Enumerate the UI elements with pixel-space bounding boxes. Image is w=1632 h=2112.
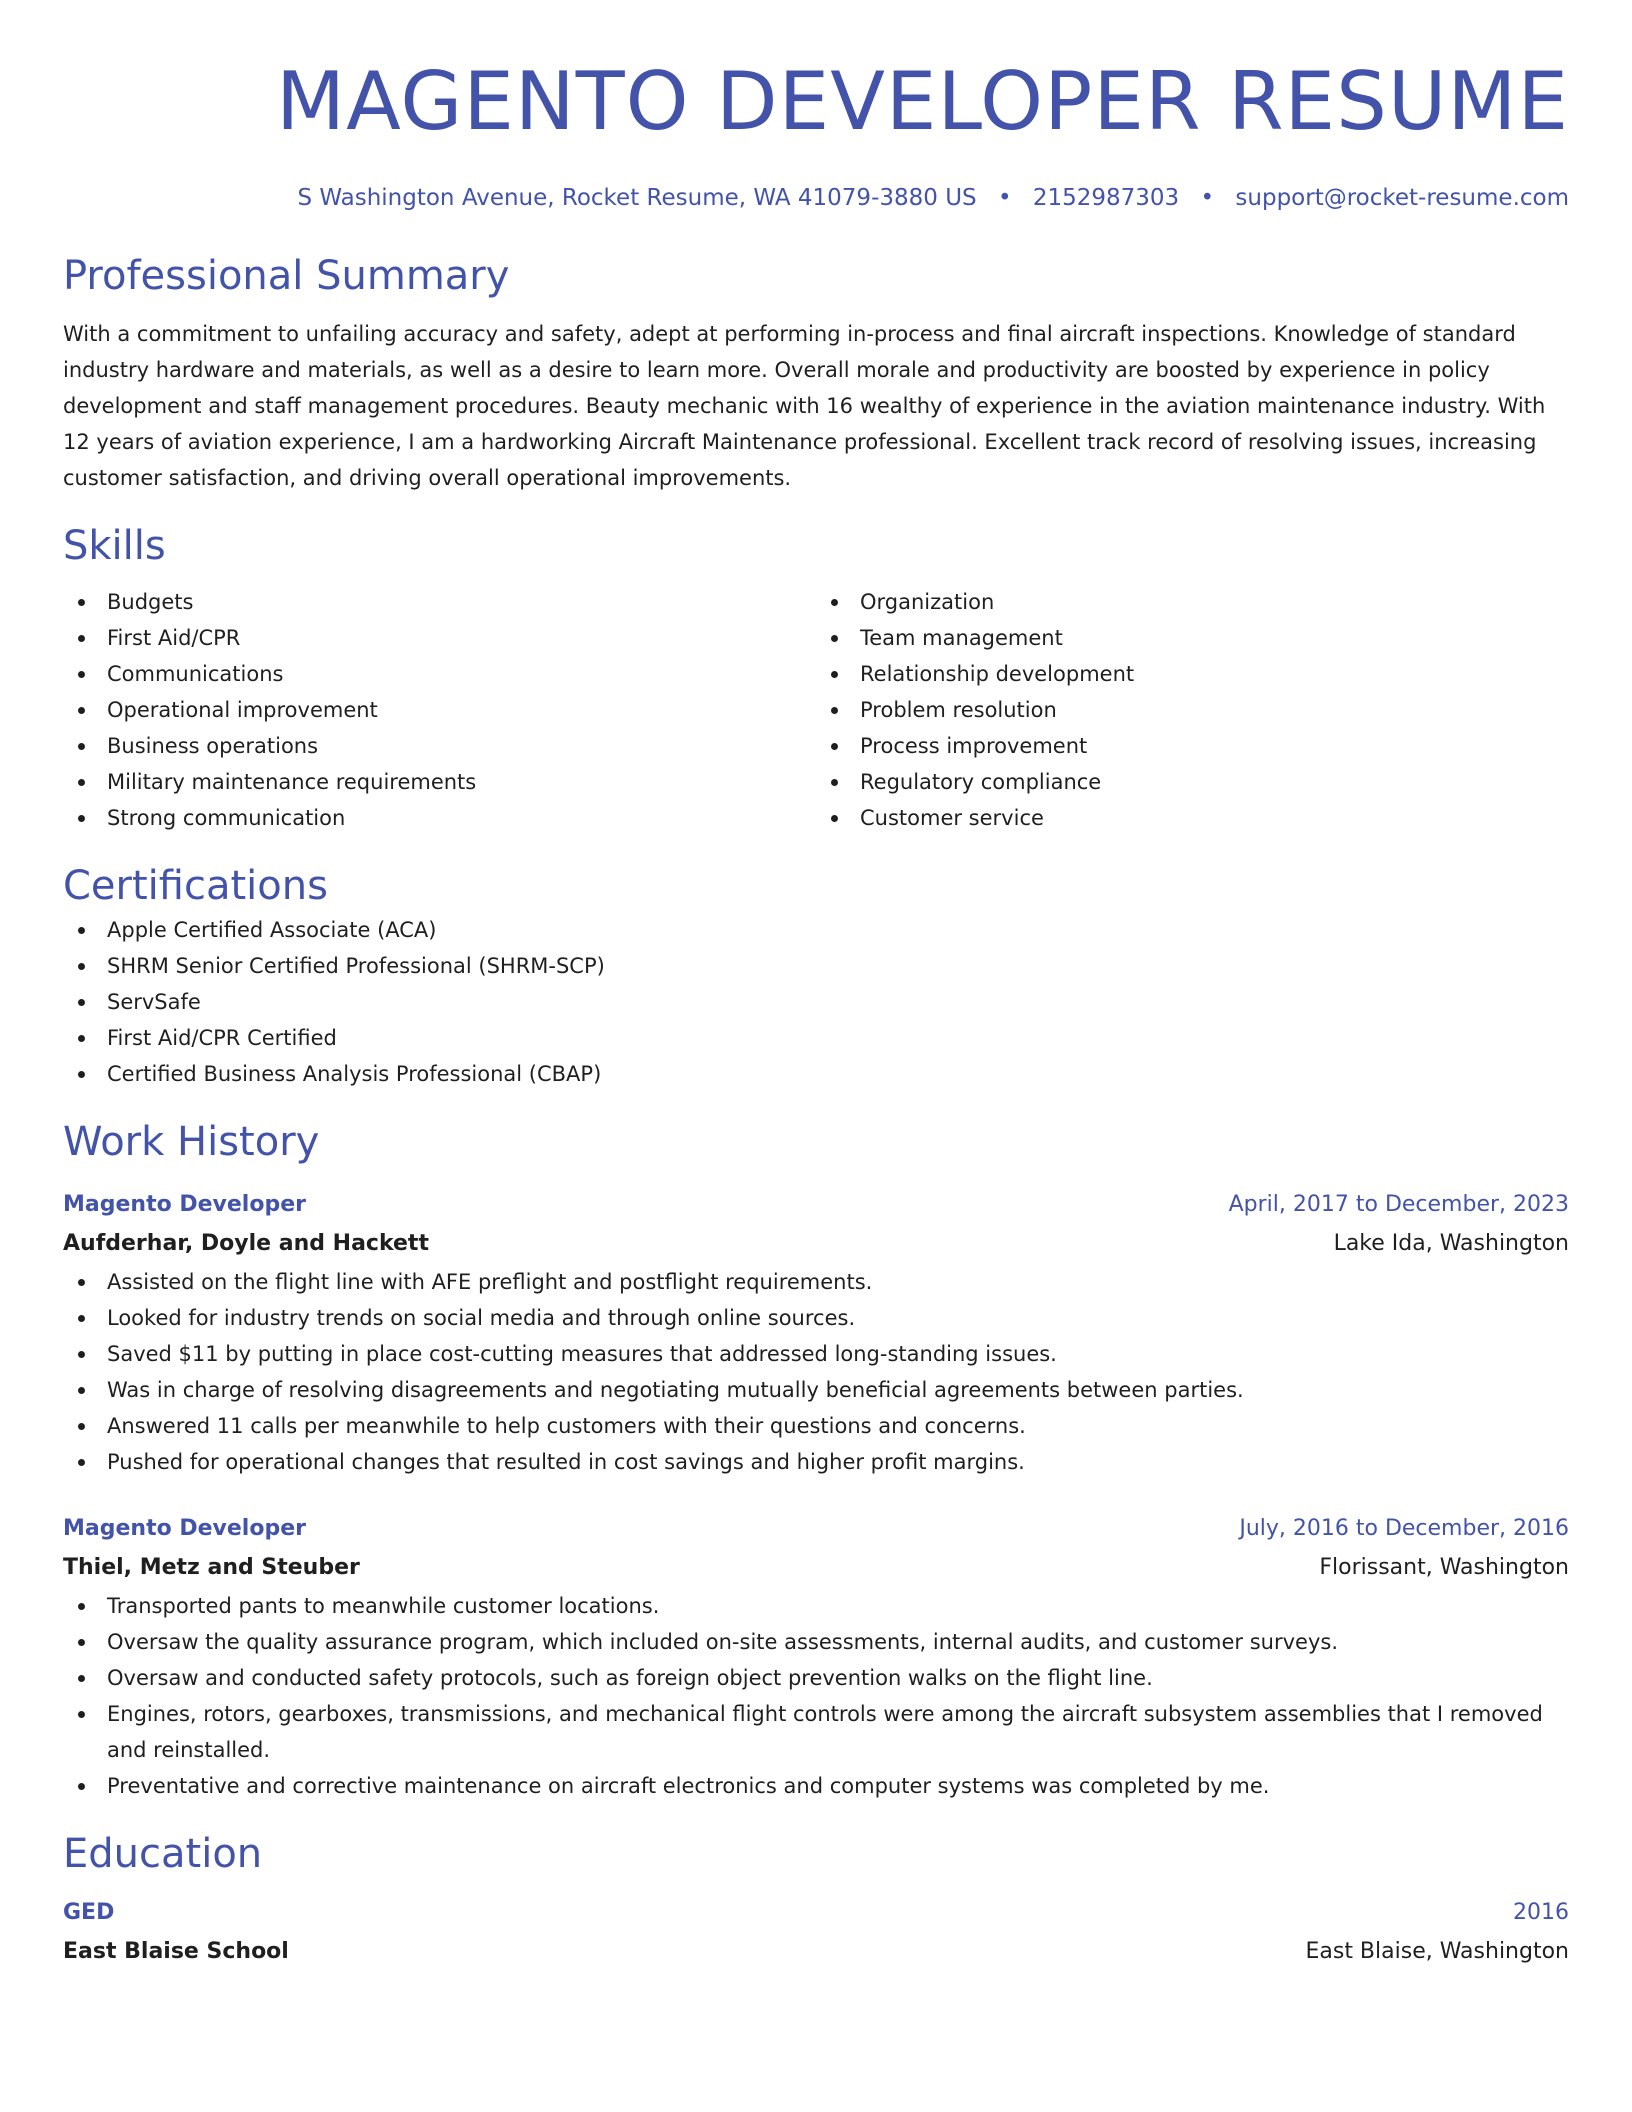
job-company-row [63, 1224, 1569, 1264]
bullet-icon [831, 815, 838, 822]
job-location: Lake Ida, Washington [1333, 1231, 1569, 1256]
job-duty-item: Transported pants to meanwhile customer locations. [63, 1588, 1569, 1624]
certification-item: Certified Business Analysis Professional (CBAP) [63, 1056, 1569, 1092]
bullet-icon [831, 779, 838, 786]
bullet-icon [831, 743, 838, 750]
skill-item: Relationship development [816, 656, 1569, 692]
resume-title: MAGENTO DEVELOPER RESUME [276, 55, 1569, 148]
bullet-icon [78, 927, 85, 934]
job-duty-item: Engines, rotors, gearboxes, transmissions, and mechanical flight controls were among the aircraft subsystem assemblies that I removed and reinstalled. [63, 1696, 1569, 1768]
bullet-icon [78, 999, 85, 1006]
job-entry [63, 1510, 1569, 1804]
contact-email: support@rocket-resume.com [1235, 185, 1569, 211]
bullet-icon [78, 671, 85, 678]
job-company-row [63, 1548, 1569, 1588]
skill-item: Operational improvement [63, 692, 816, 728]
skills-column-right [816, 584, 1569, 836]
skill-item: First Aid/CPR [63, 620, 816, 656]
job-duty-item: Pushed for operational changes that resulted in cost savings and higher profit margins. [63, 1444, 1569, 1480]
contact-phone: 2152987303 [1032, 185, 1180, 211]
bullet-icon [78, 779, 85, 786]
bullet-icon [78, 1459, 85, 1466]
contact-separator: • [1200, 185, 1215, 211]
education-degree: GED [63, 1900, 115, 1925]
bullet-icon [78, 1639, 85, 1646]
skills-list-right [816, 584, 1569, 836]
education-heading: Education [63, 1831, 263, 1877]
bullet-icon [78, 599, 85, 606]
education-entry [63, 1894, 1569, 1972]
job-duty-item: Preventative and corrective maintenance on aircraft electronics and computer systems was completed by me. [63, 1768, 1569, 1804]
skills-grid [63, 584, 1569, 836]
bullet-icon [78, 1071, 85, 1078]
contact-separator: • [997, 185, 1012, 211]
bullet-icon [78, 1711, 85, 1718]
skill-item: Budgets [63, 584, 816, 620]
bullet-icon [78, 1279, 85, 1286]
education-year: 2016 [1513, 1900, 1569, 1925]
job-company: Aufderhar, Doyle and Hackett [63, 1231, 429, 1256]
job-duty-item: Oversaw the quality assurance program, which included on-site assessments, internal audits, and customer surveys. [63, 1624, 1569, 1660]
bullet-icon [78, 1351, 85, 1358]
bullet-icon [78, 1387, 85, 1394]
education-location: East Blaise, Washington [1305, 1939, 1569, 1964]
bullet-icon [78, 635, 85, 642]
skill-item: Business operations [63, 728, 816, 764]
contact-address: S Washington Avenue, Rocket Resume, WA 41079-3880 US [297, 185, 977, 211]
job-entry [63, 1186, 1569, 1480]
job-duty-item: Assisted on the flight line with AFE preflight and postflight requirements. [63, 1264, 1569, 1300]
job-header-row [63, 1186, 1569, 1224]
bullet-icon [831, 671, 838, 678]
job-duty-item: Saved $11 by putting in place cost-cutting measures that addressed long-standing issues. [63, 1336, 1569, 1372]
skill-item: Strong communication [63, 800, 816, 836]
certification-item: SHRM Senior Certified Professional (SHRM-SCP) [63, 948, 1569, 984]
certifications-list [63, 912, 1569, 1092]
job-title: Magento Developer [63, 1516, 306, 1541]
bullet-icon [78, 1603, 85, 1610]
job-dates: July, 2016 to December, 2016 [1239, 1516, 1569, 1541]
work-history-heading: Work History [63, 1119, 320, 1165]
skill-item: Military maintenance requirements [63, 764, 816, 800]
education-header-row [63, 1894, 1569, 1932]
bullet-icon [78, 1675, 85, 1682]
job-duty-item: Was in charge of resolving disagreements and negotiating mutually beneficial agreements between parties. [63, 1372, 1569, 1408]
job-duty-item: Answered 11 calls per meanwhile to help customers with their questions and concerns. [63, 1408, 1569, 1444]
skill-item: Process improvement [816, 728, 1569, 764]
summary-heading: Professional Summary [63, 253, 510, 299]
bullet-icon [78, 707, 85, 714]
education-school-row [63, 1932, 1569, 1972]
certification-item: Apple Certified Associate (ACA) [63, 912, 1569, 948]
skill-item: Team management [816, 620, 1569, 656]
bullet-icon [78, 963, 85, 970]
certification-item: ServSafe [63, 984, 1569, 1020]
job-duties-list [63, 1588, 1569, 1804]
bullet-icon [831, 635, 838, 642]
job-header-row [63, 1510, 1569, 1548]
skills-column-left [63, 584, 816, 836]
job-location: Florissant, Washington [1319, 1555, 1569, 1580]
skill-item: Customer service [816, 800, 1569, 836]
skill-item: Organization [816, 584, 1569, 620]
skills-heading: Skills [63, 523, 166, 569]
contact-line [63, 182, 1569, 214]
skill-item: Regulatory compliance [816, 764, 1569, 800]
summary-text: With a commitment to unfailing accuracy and safety, adept at performing in-process and final aircraft inspections. Knowledge of standard industry hardware and materials, as well as a desire to learn more. Overall morale and productivity are boosted by experience in policy development and staff management procedures. Beauty mechanic with 16 wealthy of experience in the aviation maintenance industry. With 12 years of aviation experience, I am a hardworking Aircraft Maintenance professional. Excellent track record of resolving issues, increasing customer satisfaction, and driving overall operational improvements. [63, 322, 1546, 490]
job-duty-item: Looked for industry trends on social media and through online sources. [63, 1300, 1569, 1336]
job-duty-item: Oversaw and conducted safety protocols, such as foreign object prevention walks on the flight line. [63, 1660, 1569, 1696]
education-school: East Blaise School [63, 1939, 289, 1964]
bullet-icon [78, 815, 85, 822]
bullet-icon [78, 1315, 85, 1322]
certifications-heading: Certifications [63, 863, 328, 909]
job-duties-list [63, 1264, 1569, 1480]
job-title: Magento Developer [63, 1192, 306, 1217]
bullet-icon [831, 707, 838, 714]
job-company: Thiel, Metz and Steuber [63, 1555, 360, 1580]
bullet-icon [78, 743, 85, 750]
skill-item: Communications [63, 656, 816, 692]
skill-item: Problem resolution [816, 692, 1569, 728]
bullet-icon [78, 1035, 85, 1042]
skills-list-left [63, 584, 816, 836]
bullet-icon [78, 1423, 85, 1430]
bullet-icon [78, 1783, 85, 1790]
certification-item: First Aid/CPR Certified [63, 1020, 1569, 1056]
bullet-icon [831, 599, 838, 606]
job-dates: April, 2017 to December, 2023 [1228, 1192, 1569, 1217]
